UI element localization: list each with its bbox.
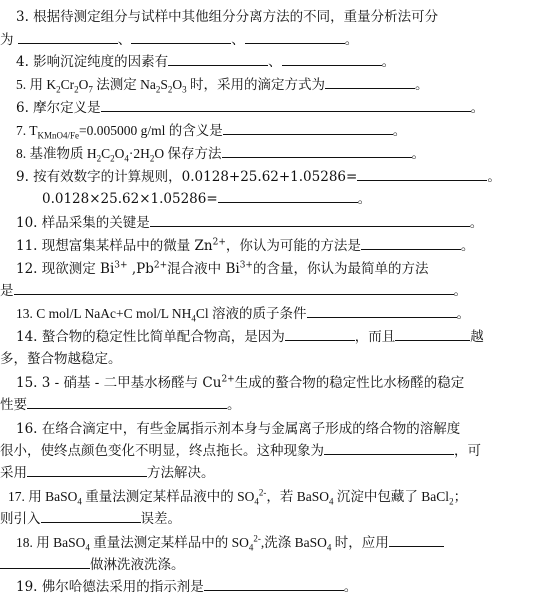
answer-blank[interactable]	[14, 282, 454, 295]
line-end: 。	[381, 54, 396, 70]
q15-text-b: 生成的螯合物的稳定性比水杨醛的稳定	[234, 375, 465, 391]
q17-prefix: 则引入	[0, 511, 41, 527]
answer-blank[interactable]	[324, 442, 454, 455]
q18-sub: 4	[326, 542, 332, 553]
q16-text-2: 很小，使终点颜色变化不明显，终点拖长。这种现象为	[0, 443, 324, 459]
q17-sub: 4	[77, 496, 82, 507]
q7-sub: KMnO4/Fe	[37, 130, 80, 141]
question-15-line-2	[0, 396, 534, 414]
question-6-text: 6. 摩尔定义是	[16, 100, 101, 116]
question-5	[16, 76, 534, 94]
line-end: 。	[415, 77, 429, 92]
question-3-prefix: 为	[0, 32, 14, 48]
q12-sup: 3+	[114, 260, 128, 271]
q17-text-b: 重量法测定某样品液中的 SO	[81, 489, 255, 504]
answer-blank[interactable]	[131, 31, 231, 44]
question-18-line-1	[16, 534, 534, 552]
q18-text-b: 重量法测定某样品中的 SO	[89, 535, 249, 550]
q17-text-e: ；	[453, 489, 468, 504]
question-19	[16, 578, 534, 596]
q5-sub: 2	[74, 84, 79, 95]
q5-text-g: 时，采用的滴定方式为	[186, 77, 326, 92]
q5-text-d: 法测定 Na	[92, 77, 156, 92]
q12-sup: 2+	[153, 260, 168, 271]
q8-sub: 2	[96, 153, 102, 164]
answer-blank[interactable]	[18, 31, 118, 44]
separator: 、	[231, 32, 245, 48]
q18-text-c: ,洗涤 BaSO	[260, 535, 327, 550]
q18-text-a: 18. 用 BaSO	[16, 535, 86, 550]
q13-text-b: Cl 溶液的质子条件	[195, 306, 307, 321]
question-17-line-1	[8, 488, 534, 506]
q5-sub: 3	[182, 84, 187, 95]
separator: 、	[268, 54, 282, 70]
q14-text-c: 越	[470, 329, 484, 345]
answer-blank[interactable]	[245, 31, 345, 44]
question-9-line-1	[16, 168, 534, 186]
answer-blank[interactable]	[325, 76, 415, 89]
q5-text-b: Cr	[60, 77, 75, 92]
question-3-line-2	[0, 31, 534, 49]
q8-text-a: 8. 基准物质 H	[16, 146, 97, 161]
answer-blank[interactable]	[285, 328, 355, 341]
q7-text-a: 7. T	[16, 123, 38, 138]
question-8	[16, 145, 534, 163]
q18-line-2: 做淋洗液洗涤。	[90, 557, 185, 573]
question-9-line-2	[42, 190, 534, 208]
line-end: 。	[456, 306, 470, 321]
separator: 、	[117, 32, 132, 48]
question-6	[16, 99, 534, 117]
question-16-line-1	[16, 420, 534, 438]
q15-sup: 2+	[221, 374, 235, 385]
question-15-line-1	[16, 374, 534, 392]
q15-text-a: 15. 3 - 硝基 - 二甲基水杨醛与 Cu	[16, 375, 222, 391]
q8-text-e: O 保存方法	[154, 146, 222, 161]
answer-blank[interactable]	[168, 53, 268, 66]
q13-text-a: 13. C mol/L NaAc+C mol/L NH	[16, 306, 192, 321]
question-12-line-1	[16, 260, 534, 278]
answer-blank[interactable]	[41, 510, 141, 523]
question-3-line-1	[16, 8, 534, 26]
q12-text-c: 混合液中 Bi	[167, 261, 240, 277]
answer-blank[interactable]	[357, 168, 487, 181]
q8-text-d: ·2H	[128, 146, 150, 161]
answer-blank[interactable]	[101, 99, 471, 112]
question-16-line-3	[0, 464, 534, 482]
question-14-line-2	[0, 350, 534, 368]
q8-sub: 2	[149, 153, 155, 164]
q11-text-b: ，你认为可能的方法是	[225, 238, 361, 254]
q12-sup: 3+	[239, 260, 253, 271]
answer-blank[interactable]	[218, 190, 358, 203]
line-end: 误差。	[140, 511, 181, 527]
question-19-text: 19. 佛尔哈德法采用的指示剂是	[16, 579, 204, 595]
q14-text-a: 14. 螯合物的稳定性比简单配合物高，是因为	[16, 329, 285, 345]
line-end: 。	[344, 32, 359, 48]
q18-sub: 4	[248, 542, 254, 553]
answer-blank[interactable]	[307, 305, 457, 318]
q5-text-e: S	[160, 77, 168, 92]
question-10	[16, 214, 534, 232]
q8-text-b: C	[101, 146, 111, 161]
q5-sub: 2	[56, 84, 61, 95]
q18-sub: 4	[85, 542, 90, 553]
q8-sub: 4	[124, 153, 129, 164]
q12-text-d: 的含量，你认为最简单的方法	[252, 261, 429, 277]
line-end: 。	[469, 215, 484, 231]
question-11	[16, 237, 534, 255]
q5-text-a: 5. 用 K	[16, 77, 57, 92]
answer-blank[interactable]	[0, 556, 90, 569]
answer-blank[interactable]	[222, 145, 412, 158]
answer-blank[interactable]	[204, 578, 344, 591]
question-13	[16, 305, 534, 323]
q8-sub: 2	[110, 153, 115, 164]
q17-sub: 4	[329, 496, 334, 507]
answer-blank[interactable]	[27, 464, 147, 477]
q16-prefix: 采用	[0, 465, 27, 481]
q5-sub: 7	[88, 84, 93, 95]
q7-text-b: =0.005000 g/ml 的含义是	[79, 123, 223, 138]
answer-blank[interactable]	[395, 328, 470, 341]
q16-text-1: 16. 在络合滴定中，有些金属指示剂本身与金属离子形成的络合物的溶解度	[16, 421, 461, 437]
line-end: 。	[392, 123, 407, 138]
question-9-text-2: 0.0128×25.62×1.05286=	[42, 191, 218, 207]
q17-sup: 2-	[258, 487, 267, 498]
question-9-text: 9. 按有效数字的计算规则，0.0128+25.62+1.05286=	[16, 169, 358, 185]
q17-text-c: ，若 BaSO	[266, 489, 330, 504]
q12-text-a: 12. 现欲测定 Bi	[16, 261, 115, 277]
question-17-line-2	[0, 510, 534, 528]
q5-sub: 2	[167, 84, 173, 95]
question-4	[16, 53, 534, 71]
line-end: 。	[411, 146, 426, 161]
line-end: 。	[453, 283, 467, 299]
q5-text-c: O	[78, 77, 89, 92]
q17-sub: 2	[449, 496, 454, 507]
q5-text-f: O	[172, 77, 183, 92]
answer-blank[interactable]	[150, 214, 470, 227]
answer-blank[interactable]	[223, 122, 393, 135]
answer-blank[interactable]	[389, 534, 444, 547]
line-end: 。	[487, 169, 501, 185]
question-10-text: 10. 样品采集的关键是	[16, 215, 150, 231]
q17-text-a: 17. 用 BaSO	[8, 489, 78, 504]
q8-text-c: O	[114, 146, 125, 161]
q18-text-d: 时，应用	[331, 535, 389, 550]
answer-blank[interactable]	[282, 53, 382, 66]
line-end: 方法解决。	[147, 465, 215, 481]
line-end: 。	[343, 579, 358, 595]
q18-sup: 2-	[253, 533, 261, 544]
question-4-text: 4. 影响沉淀纯度的因素有	[16, 54, 169, 70]
line-end: 。	[470, 100, 485, 116]
answer-blank[interactable]	[361, 237, 461, 250]
q13-sub: 4	[191, 313, 196, 324]
question-12-line-2	[0, 282, 534, 300]
line-end: ，可	[454, 443, 481, 459]
question-12-prefix: 是	[0, 283, 14, 299]
line-end: 。	[227, 397, 241, 413]
question-7	[16, 122, 534, 140]
q12-text-b: ,Pb	[127, 261, 154, 277]
q11-sup: 2+	[212, 237, 226, 248]
q11-text-a: 11. 现想富集某样品中的微量 Zn	[16, 238, 213, 254]
question-18-line-2	[0, 556, 534, 574]
line-end: 。	[460, 238, 475, 254]
q17-text-d: 沉淀中包藏了 BaCl	[333, 489, 450, 504]
q17-sub: 4	[254, 496, 259, 507]
question-14-line-1	[16, 328, 534, 346]
question-3-text: 3. 根据待测定组分与试样中其他组分分离方法的不同，重量分析法可分	[16, 9, 439, 25]
answer-blank[interactable]	[27, 396, 227, 409]
line-end: 。	[357, 191, 372, 207]
question-16-line-2	[0, 442, 534, 460]
q14-text-b: ，而且	[354, 329, 396, 345]
q5-sub: 2	[155, 84, 161, 95]
q15-prefix: 性要	[0, 397, 27, 413]
q14-line-2: 多，螯合物越稳定。	[0, 351, 122, 367]
